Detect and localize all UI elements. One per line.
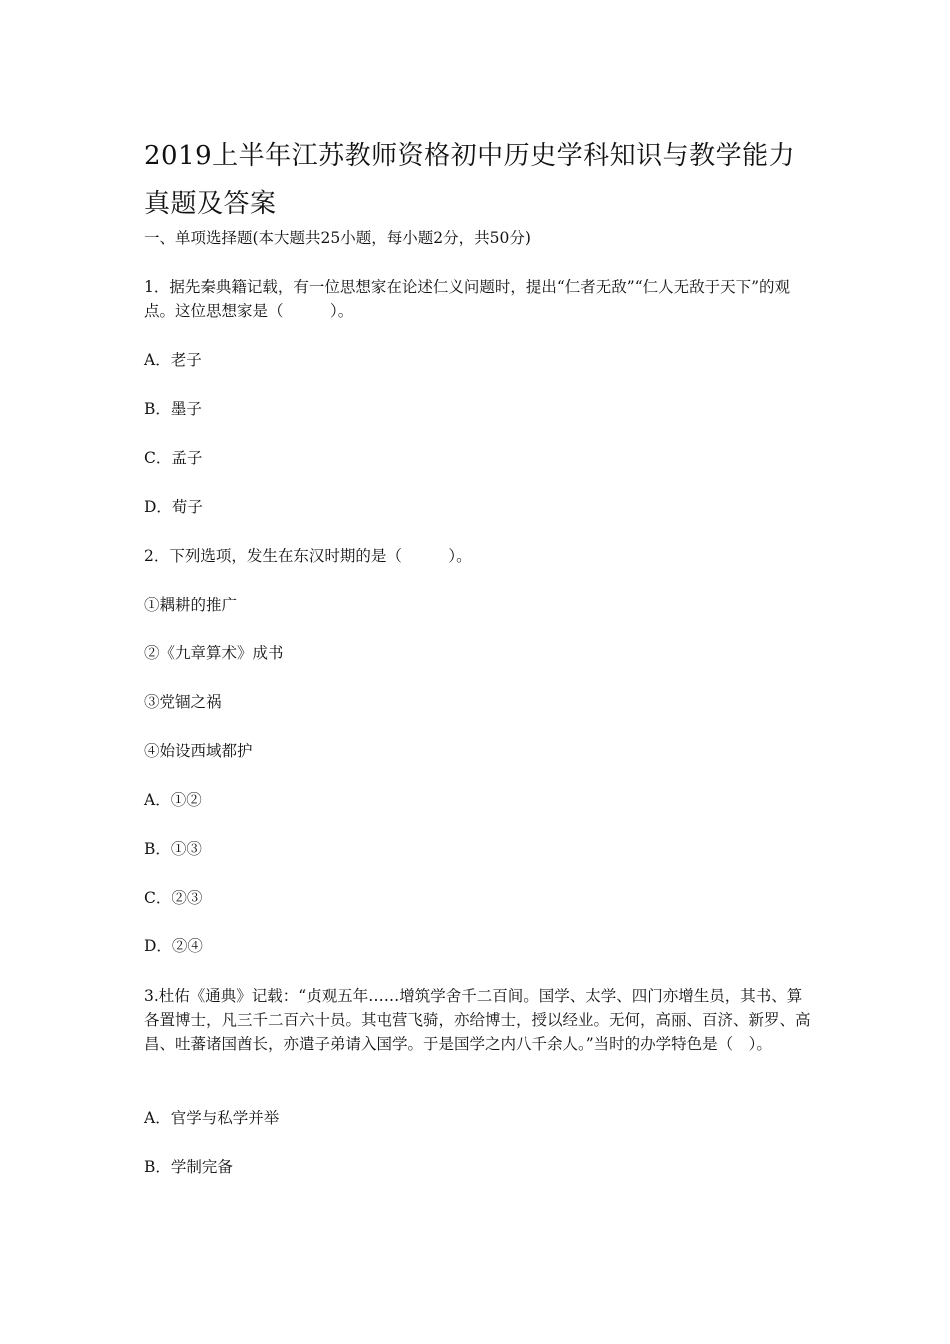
question-1-option-c: C．孟子 — [144, 449, 203, 467]
question-2-stem: 2．下列选项，发生在东汉时期的是（ ）。 — [144, 547, 472, 565]
question-2-item-1: ①耦耕的推广 — [144, 596, 238, 614]
question-3-stem: 3.杜佑《通典》记载：“贞观五年……增筑学舍千二百间。国学、太学、四门亦增生员，其书、算各置博士，凡三千二百六十员。其屯营飞骑，亦给博士，授以经业。无何，高丽、百济、新罗、高昌、吐蕃诸国酋长，亦遣子弟请入国学。于是国学之内八千余人。”当时的办学特色是（ ）。 — [144, 987, 811, 1053]
document-title: 2019上半年江苏教师资格初中历史学科知识与教学能力真题及答案 — [144, 141, 796, 219]
question-1-option-b: B．墨子 — [144, 400, 202, 418]
question-2-item-4: ④始设西域都护 — [144, 742, 253, 760]
question-3-option-a: A．官学与私学并举 — [144, 1109, 280, 1127]
question-2-item-2: ②《九章算术》成书 — [144, 644, 284, 662]
question-1-option-a: A．老子 — [144, 351, 202, 369]
section-heading: 一、单项选择题(本大题共25小题，每小题2分，共50分) — [144, 229, 531, 247]
question-2-item-3: ③党锢之祸 — [144, 693, 222, 711]
question-2-option-a: A．①② — [144, 791, 202, 809]
question-2-option-b: B．①③ — [144, 840, 202, 858]
question-3-option-b: B．学制完备 — [144, 1158, 233, 1176]
question-2-option-c: C．②③ — [144, 889, 203, 907]
question-2-option-d: D．②④ — [144, 937, 203, 955]
question-1-option-d: D．荀子 — [144, 498, 203, 516]
question-1-stem: 1．据先秦典籍记载，有一位思想家在论述仁义问题时，提出“仁者无敌”“仁人无敌于天下”的观点。这位思想家是（ ）。 — [144, 278, 791, 320]
